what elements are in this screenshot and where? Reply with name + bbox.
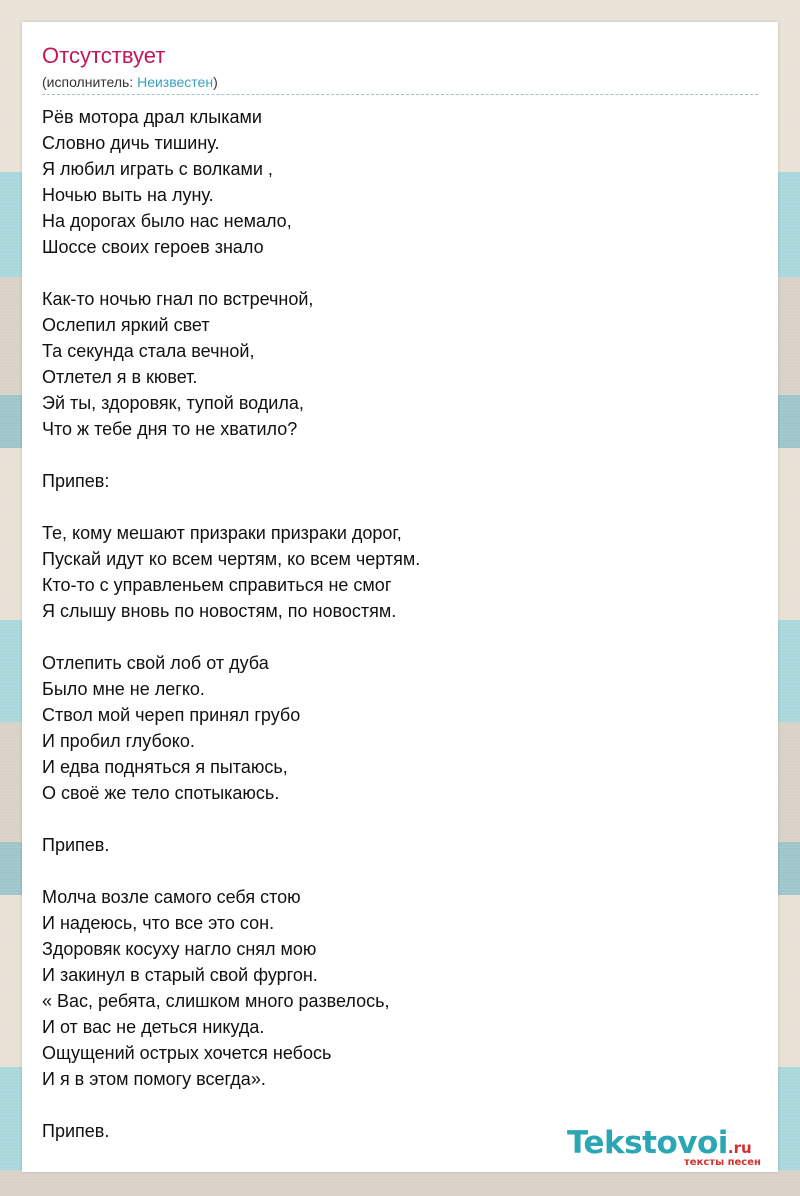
lyric-line: И я в этом помогу всегда».: [42, 1069, 266, 1089]
lyric-line: Та секунда стала вечной,: [42, 341, 255, 361]
lyric-line: « Вас, ребята, слишком много развелось,: [42, 991, 390, 1011]
lyric-line: И надеюсь, что все это сон.: [42, 913, 275, 933]
lyric-line: Я любил играть с волками ,: [42, 159, 273, 179]
logo-tld: .ru: [727, 1139, 752, 1157]
lyric-line: [42, 442, 742, 468]
lyric-line: [42, 858, 742, 884]
lyric-line: Припев.: [42, 1121, 110, 1141]
lyric-line: Отлепить свой лоб от дуба: [42, 653, 269, 673]
lyric-line: Ослепил яркий свет: [42, 315, 210, 335]
lyric-line: [42, 260, 742, 286]
lyric-line: И пробил глубоко.: [42, 731, 195, 751]
lyric-line: И закинул в старый свой фургон.: [42, 965, 318, 985]
lyric-line: Здоровяк косуху нагло снял мою: [42, 939, 317, 959]
logo-tagline: тексты песен: [684, 1157, 761, 1168]
lyric-line: Ощущений острых хочется небось: [42, 1043, 332, 1063]
logo-brand: Tekstovoi: [567, 1125, 728, 1161]
artist-suffix: ): [213, 74, 218, 90]
lyric-line: Что ж тебе дня то не хватило?: [42, 419, 298, 439]
lyric-line: Ночью выть на луну.: [42, 185, 214, 205]
title-divider: [42, 94, 758, 95]
lyric-line: Те, кому мешают призраки призраки дорог,: [42, 523, 402, 543]
lyric-line: Я слышу вновь по новостям, по новостям.: [42, 601, 397, 621]
lyric-line: Ствол мой череп принял грубо: [42, 705, 301, 725]
site-logo[interactable]: [567, 1126, 777, 1166]
lyric-line: Припев:: [42, 471, 110, 491]
lyric-line: О своё же тело спотыкаюсь.: [42, 783, 280, 803]
lyric-line: И едва подняться я пытаюсь,: [42, 757, 288, 777]
lyric-line: Шоссе своих героев знало: [42, 237, 264, 257]
lyric-line: [42, 624, 742, 650]
lyric-line: Кто-то с управленьем справиться не смог: [42, 575, 392, 595]
lyric-line: На дорогах было нас немало,: [42, 211, 292, 231]
lyric-line: Как-то ночью гнал по встречной,: [42, 289, 314, 309]
lyric-line: Эй ты, здоровяк, тупой водила,: [42, 393, 304, 413]
lyric-line: Было мне не легко.: [42, 679, 205, 699]
song-title: Отсутствует: [42, 43, 166, 68]
lyric-line: Отлетел я в кювет.: [42, 367, 198, 387]
lyrics-body: [42, 104, 742, 1144]
lyric-line: [42, 806, 742, 832]
lyric-line: Припев.: [42, 835, 110, 855]
lyric-line: Словно дичь тишину.: [42, 133, 220, 153]
artist-line: [42, 73, 218, 91]
lyric-line: Молча возле самого себя стою: [42, 887, 301, 907]
lyric-line: [42, 1092, 742, 1118]
lyric-line: И от вас не деться никуда.: [42, 1017, 265, 1037]
lyrics-card: [22, 22, 778, 1172]
lyric-line: [42, 494, 742, 520]
artist-link[interactable]: Неизвестен: [137, 74, 214, 90]
artist-prefix: (исполнитель:: [42, 74, 138, 90]
lyric-line: Пускай идут ко всем чертям, ко всем чертям.: [42, 549, 421, 569]
lyric-line: Рёв мотора драл клыками: [42, 107, 262, 127]
